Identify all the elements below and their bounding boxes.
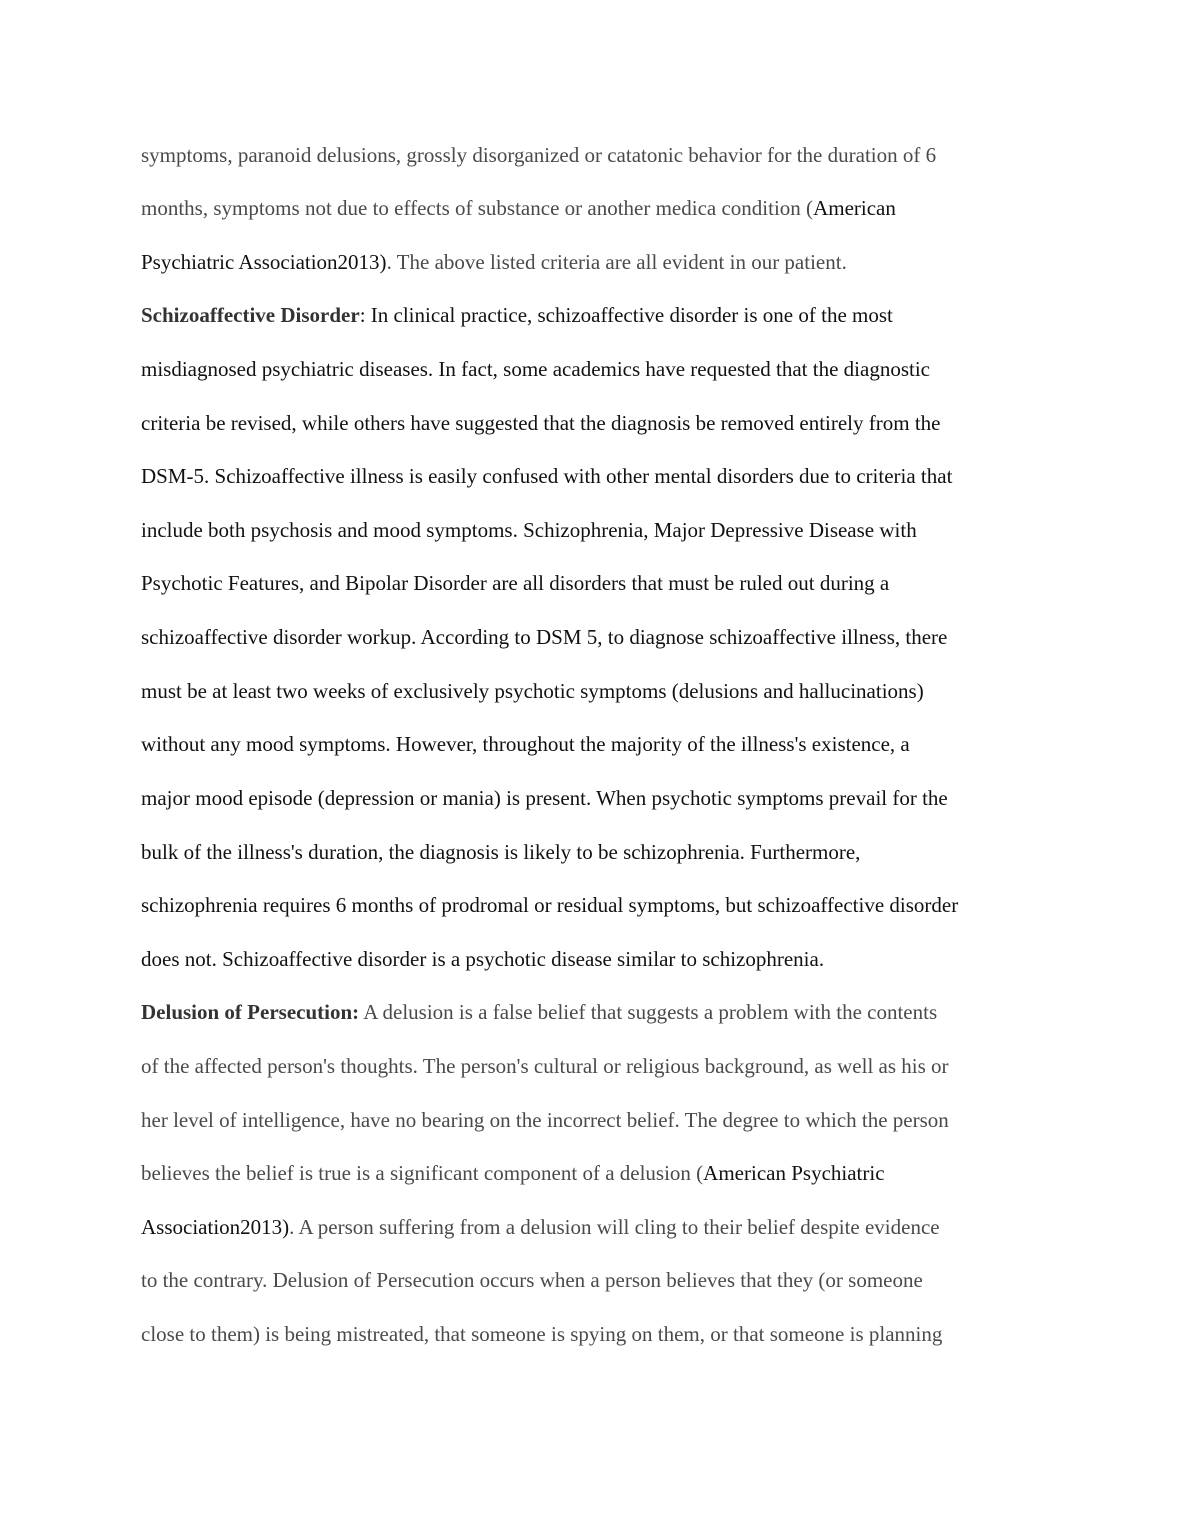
text-line — [141, 1052, 949, 1080]
text-line — [141, 1320, 942, 1348]
text-line — [141, 516, 917, 544]
text-line — [141, 838, 860, 866]
text-line — [141, 409, 941, 437]
text-segment: close to them) is being mistreated, that someone is spying on them, or that someone is planning — [141, 1322, 943, 1346]
text-line — [141, 141, 936, 169]
text-line — [141, 569, 889, 597]
text-segment: without any mood symptoms. However, throughout the majority of the illness's existence, a — [141, 732, 910, 756]
citation-text: American — [813, 196, 896, 220]
text-line — [141, 730, 910, 758]
text-segment: of the affected person's thoughts. The person's cultural or religious background, as well as his or — [141, 1054, 949, 1078]
text-segment: months, symptoms not due to effects of substance or another medica condition ( — [141, 196, 814, 220]
text-segment: . The above listed criteria are all evident in our patient. — [386, 250, 847, 274]
text-line — [141, 194, 896, 222]
text-line — [141, 301, 893, 329]
text-segment: : In clinical practice, schizoaffective disorder is one of the most — [359, 303, 893, 327]
text-segment: does not. Schizoaffective disorder is a psychotic disease similar to schizophrenia. — [141, 947, 825, 971]
text-segment: criteria be revised, while others have suggested that the diagnosis be removed entirely from the — [141, 411, 941, 435]
text-line — [141, 784, 948, 812]
text-line — [141, 677, 924, 705]
section-heading: Schizoaffective Disorder — [141, 303, 360, 327]
text-line — [141, 248, 847, 276]
citation-text: American Psychiatric — [703, 1161, 885, 1185]
text-line — [141, 462, 952, 490]
text-line — [141, 891, 958, 919]
text-line — [141, 1213, 940, 1241]
text-line — [141, 1266, 923, 1294]
text-line — [141, 355, 930, 383]
text-line — [141, 1159, 885, 1187]
text-segment: A delusion is a false belief that suggests a problem with the contents — [359, 1000, 938, 1024]
text-segment: to the contrary. Delusion of Persecution occurs when a person believes that they (or someone — [141, 1268, 923, 1292]
citation-text: Association2013) — [141, 1215, 290, 1239]
text-line — [141, 1106, 949, 1134]
text-line — [141, 998, 937, 1026]
text-line — [141, 623, 947, 651]
text-segment: must be at least two weeks of exclusively psychotic symptoms (delusions and hallucinations) — [141, 679, 924, 703]
text-segment: her level of intelligence, have no bearing on the incorrect belief. The degree to which the person — [141, 1108, 949, 1132]
citation-text: Psychiatric Association2013) — [141, 250, 387, 274]
text-segment: DSM-5. Schizoaffective illness is easily confused with other mental disorders due to criteria that — [141, 464, 953, 488]
section-heading: Delusion of Persecution: — [141, 1000, 360, 1024]
text-segment: schizoaffective disorder workup. According to DSM 5, to diagnose schizoaffective illness, there — [141, 625, 948, 649]
text-segment: bulk of the illness's duration, the diagnosis is likely to be schizophrenia. Furthermore, — [141, 840, 861, 864]
text-segment: misdiagnosed psychiatric diseases. In fact, some academics have requested that the diagnostic — [141, 357, 930, 381]
text-segment: symptoms, paranoid delusions, grossly disorganized or catatonic behavior for the duration of 6 — [141, 143, 937, 167]
text-segment: believes the belief is true is a significant component of a delusion ( — [141, 1161, 704, 1185]
text-segment: major mood episode (depression or mania) is present. When psychotic symptoms prevail for the — [141, 786, 948, 810]
text-segment: schizophrenia requires 6 months of prodromal or residual symptoms, but schizoaffective disorder — [141, 893, 959, 917]
text-segment: Psychotic Features, and Bipolar Disorder are all disorders that must be ruled out during a — [141, 571, 890, 595]
text-segment: . A person suffering from a delusion will cling to their belief despite evidence — [289, 1215, 940, 1239]
text-line — [141, 945, 824, 973]
text-segment: include both psychosis and mood symptoms. Schizophrenia, Major Depressive Disease with — [141, 518, 917, 542]
